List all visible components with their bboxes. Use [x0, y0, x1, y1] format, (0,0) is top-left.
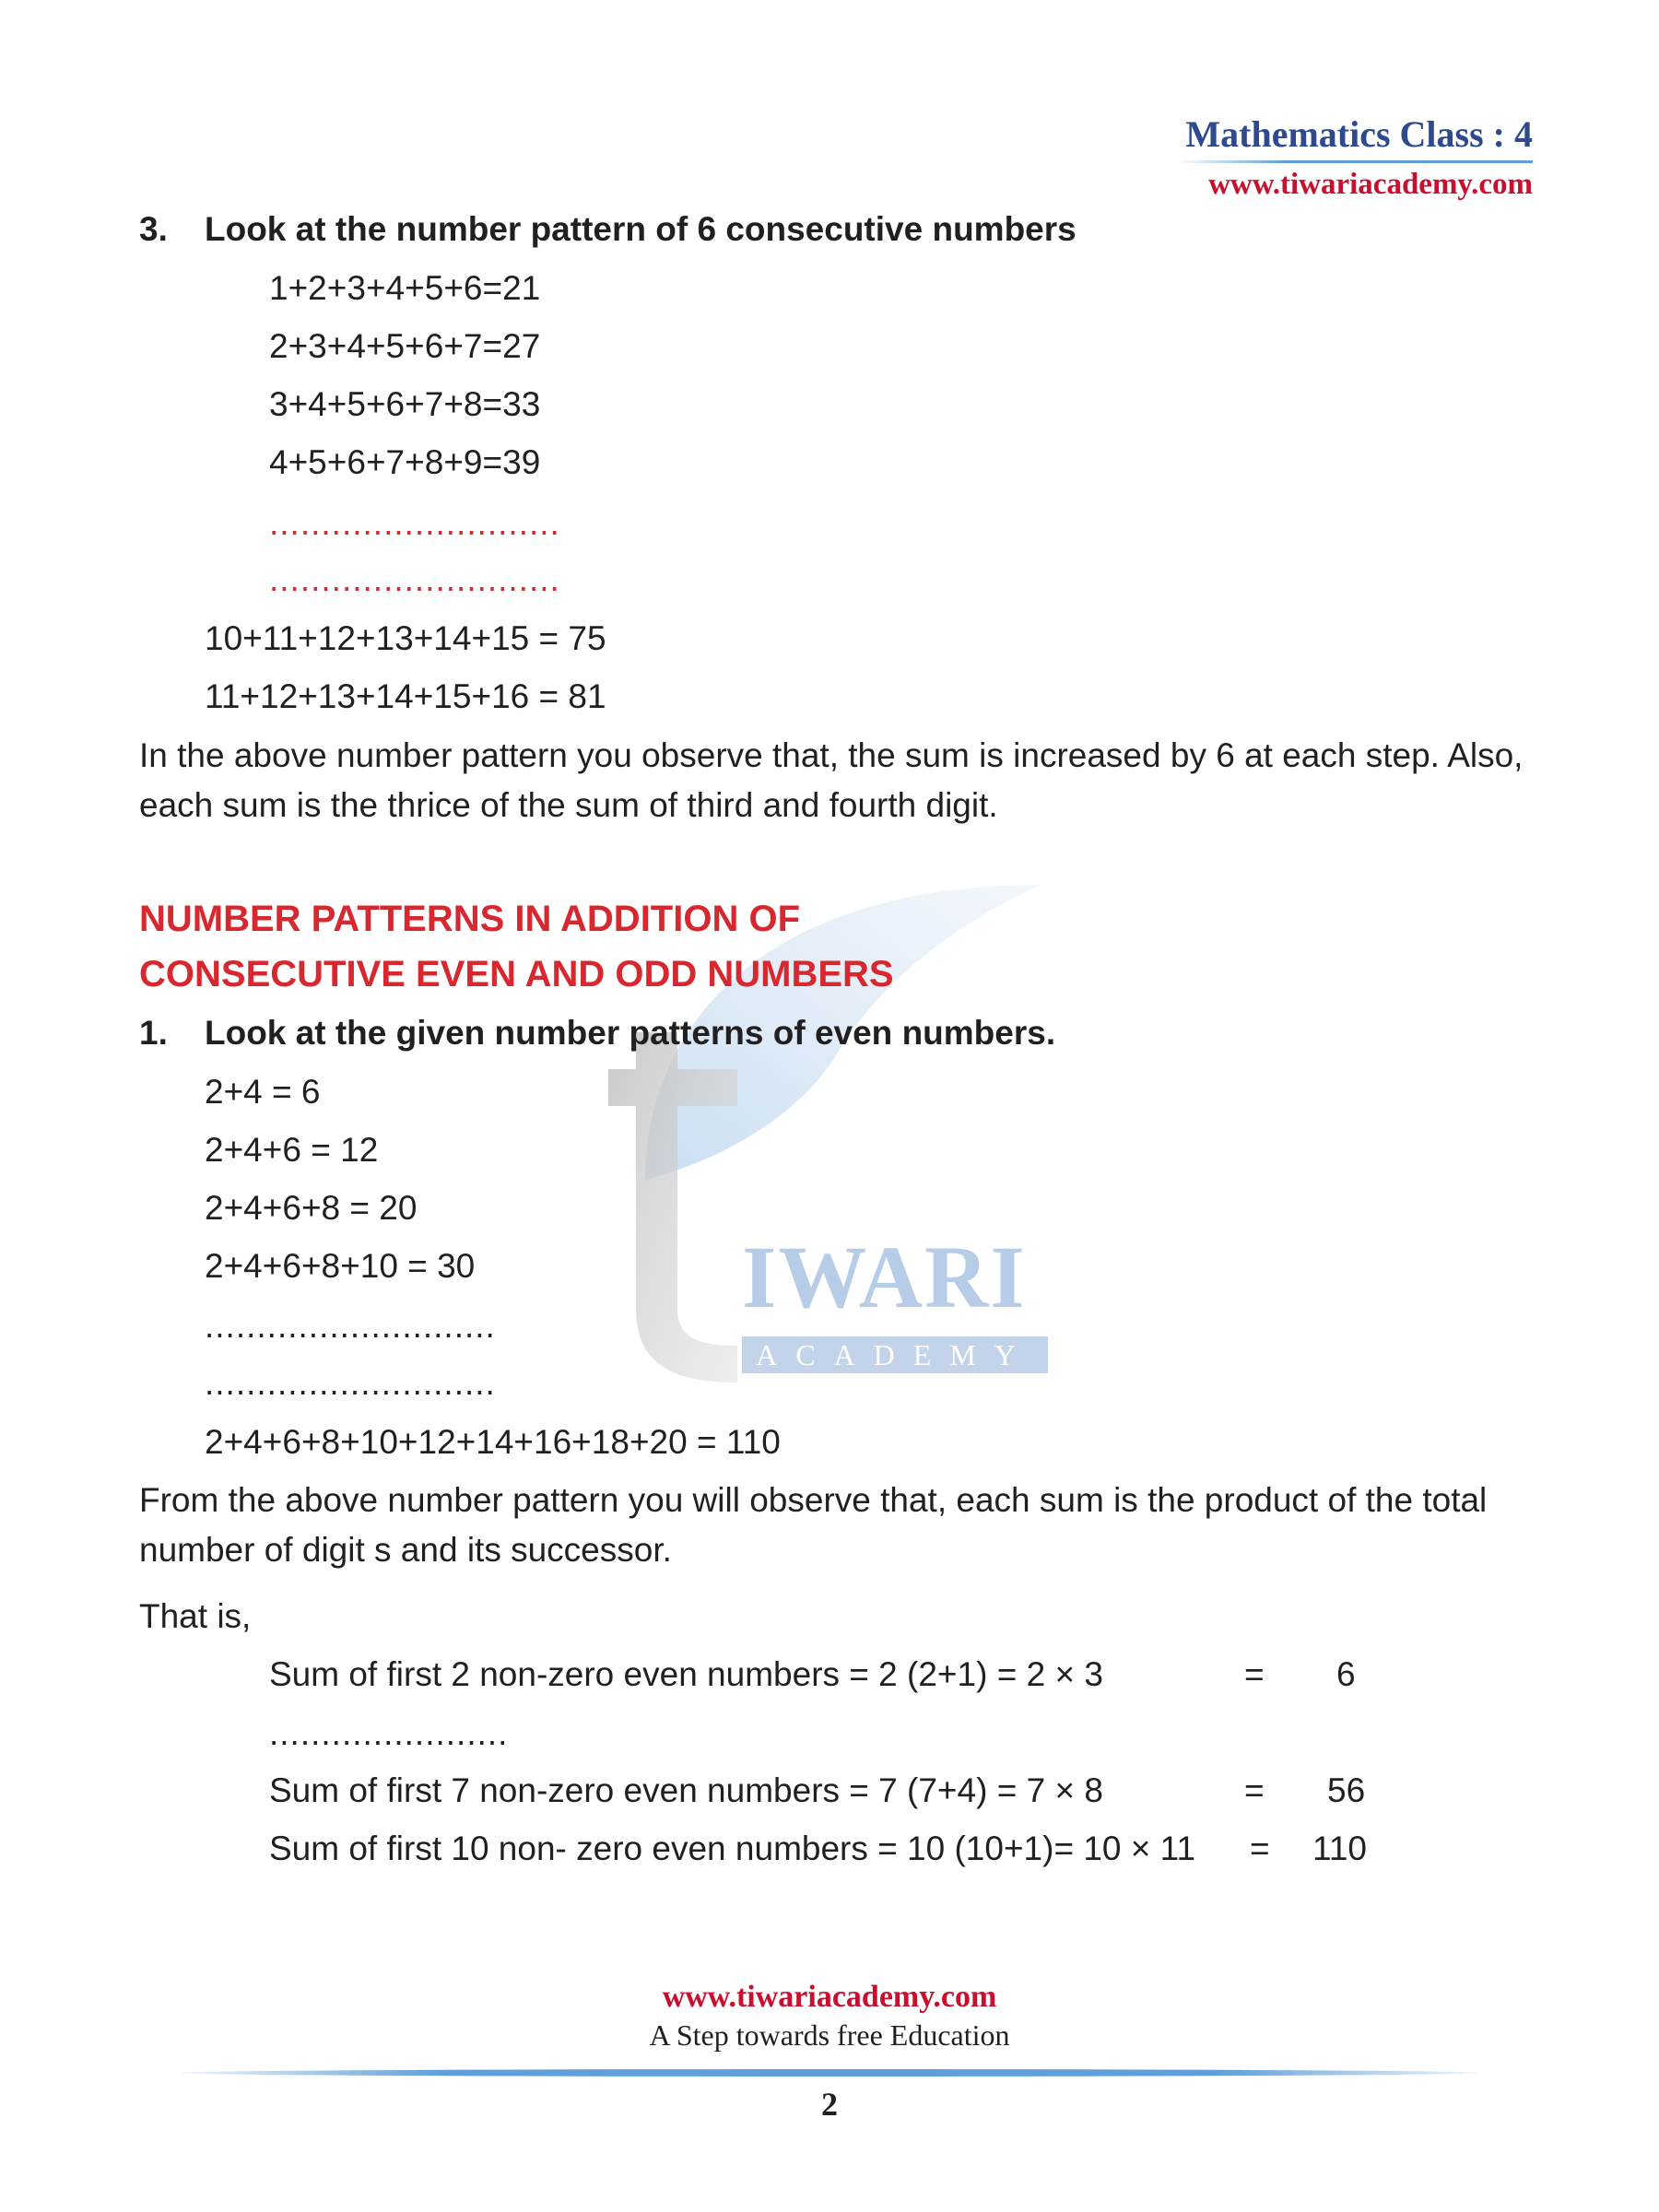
footer-url-link[interactable]: www.tiwariacademy.com	[662, 1980, 997, 2014]
sum-row-2-expr: Sum of first 7 non-zero even numbers = 7 (7+4) = 7 × 8	[269, 1771, 1103, 1809]
watermark-t-icon	[608, 1032, 756, 1382]
q1-line-3: 2+4+6+8 = 20	[205, 1189, 418, 1227]
sum-row-2-result: 56	[1327, 1771, 1366, 1809]
sum-row-3-result: 110	[1312, 1830, 1367, 1867]
q1-number: 1.	[139, 1014, 168, 1052]
q3-line-2: 2+3+4+5+6+7=27	[269, 327, 541, 365]
q3-dots-2: ............................	[269, 560, 560, 598]
q3-line-3: 3+4+5+6+7+8=33	[269, 385, 541, 423]
sum-row-3-eq: =	[1250, 1830, 1270, 1867]
watermark-brand: IWARI	[742, 1228, 1027, 1326]
sum-row-1-expr: Sum of first 2 non-zero even numbers = 2 (2+1) = 2 × 3	[269, 1655, 1103, 1693]
q3-line-5: 10+11+12+13+14+15 = 75	[205, 619, 606, 657]
sum-row-2-eq: =	[1244, 1771, 1265, 1809]
sum-row-1-result: 6	[1336, 1655, 1356, 1693]
q1-line-2: 2+4+6 = 12	[205, 1131, 379, 1169]
section-heading-line-1: NUMBER PATTERNS IN ADDITION OF	[139, 899, 801, 939]
header-divider	[1178, 160, 1533, 163]
q1-line-1: 2+4 = 6	[205, 1073, 321, 1111]
q3-line-4: 4+5+6+7+8+9=39	[269, 443, 541, 481]
sum-row-1-eq: =	[1244, 1655, 1265, 1693]
q3-line-1: 1+2+3+4+5+6=21	[269, 269, 541, 307]
footer-divider	[180, 2069, 1479, 2077]
q1-dots-1: ............................	[205, 1307, 496, 1345]
q3-number: 3.	[139, 210, 168, 248]
header-title: Mathematics Class : 4	[1185, 113, 1533, 155]
q3-line-6: 11+12+13+14+15+16 = 81	[205, 677, 606, 715]
q1-heading: Look at the given number patterns of even numbers.	[205, 1014, 1056, 1052]
watermark-sub: ACADEMY	[742, 1336, 1048, 1373]
q1-paragraph: From the above number pattern you will observe that, each sum is the product of the total number of digit s and its successor.	[139, 1481, 1488, 1569]
sum-dots: .......................	[269, 1714, 509, 1752]
footer-tagline: A Step towards free Education	[649, 2018, 1010, 2052]
that-is-label: That is,	[139, 1597, 252, 1635]
q3-heading: Look at the number pattern of 6 consecutive numbers	[205, 210, 1077, 248]
q1-dots-2: ............................	[205, 1364, 496, 1402]
section-heading-line-2: CONSECUTIVE EVEN AND ODD NUMBERS	[139, 954, 894, 994]
page-number: 2	[821, 2086, 838, 2123]
q1-line-4: 2+4+6+8+10 = 30	[205, 1247, 476, 1285]
header-url-link[interactable]: www.tiwariacademy.com	[1208, 168, 1533, 201]
q1-final-line: 2+4+6+8+10+12+14+16+18+20 = 110	[205, 1423, 781, 1461]
q3-paragraph: In the above number pattern you observe that, the sum is increased by 6 at each step. Also, each sum is the thrice of the sum of third and fourth digit.	[139, 736, 1524, 824]
q3-dots-1: ............................	[269, 504, 560, 542]
sum-row-3-expr: Sum of first 10 non- zero even numbers = 10 (10+1)= 10 × 11	[269, 1830, 1196, 1867]
